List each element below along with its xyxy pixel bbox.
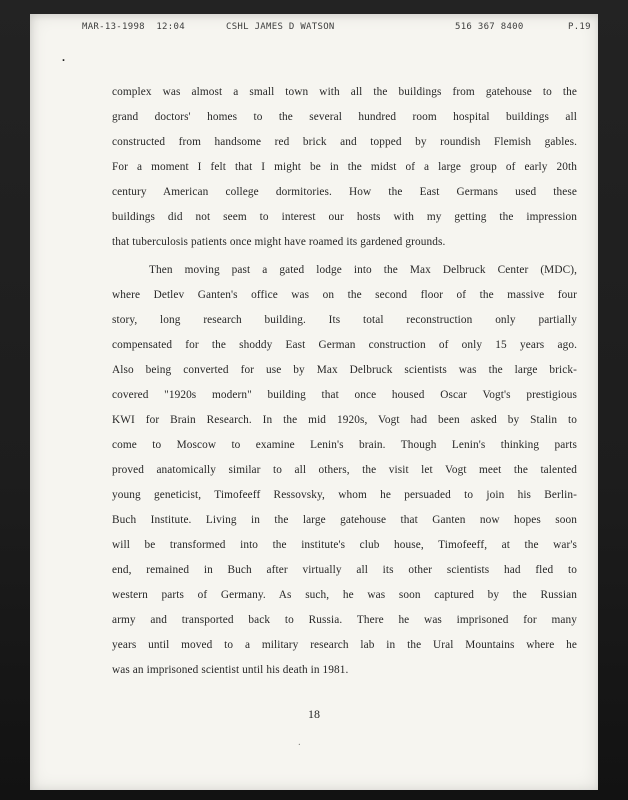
fax-sender: CSHL JAMES D WATSON <box>226 22 335 32</box>
page-number: 18 <box>308 707 320 721</box>
text-line: come to Moscow to examine Lenin's brain. Though Lenin's thinking parts <box>112 439 577 451</box>
text-line: that tuberculosis patients once might have roamed its gardened grounds. <box>112 236 446 248</box>
text-line: grand doctors' homes to the several hundred room hospital buildings all <box>112 111 577 123</box>
stray-footer-mark: . <box>298 736 301 748</box>
text-line: proved anatomically similar to all others, the visit let Vogt meet the talented <box>112 464 577 476</box>
text-line: century American college dormitories. How the East Germans used these <box>112 186 577 198</box>
text-line: story, long research building. Its total reconstruction only partially <box>112 314 577 326</box>
stray-dot-mark: . <box>62 50 65 64</box>
text-line: complex was almost a small town with all the buildings from gatehouse to the <box>112 86 577 98</box>
fax-timestamp: MAR-13-1998 12:04 <box>82 22 185 32</box>
text-line: Buch Institute. Living in the large gatehouse that Ganten now hopes soon <box>112 514 577 526</box>
paragraph <box>112 80 577 255</box>
text-line: compensated for the shoddy East German construction of only 15 years ago. <box>112 339 577 351</box>
text-line: army and transported back to Russia. There he was imprisoned for many <box>112 614 577 626</box>
text-line: was an imprisoned scientist until his death in 1981. <box>112 664 349 676</box>
fax-page-indicator: P.19 <box>568 22 591 32</box>
text-line: western parts of Germany. As such, he was soon captured by the Russian <box>112 589 577 601</box>
text-line: For a moment I felt that I might be in the midst of a large group of early 20th <box>112 161 577 173</box>
fax-number: 516 367 8400 <box>455 22 524 32</box>
text-line: covered "1920s modern" building that once housed Oscar Vogt's prestigious <box>112 389 577 401</box>
fax-header <box>30 22 598 36</box>
text-line: Also being converted for use by Max Delbruck scientists was the large brick- <box>112 364 577 376</box>
paragraph <box>112 258 577 683</box>
fax-page-paper <box>30 14 598 790</box>
text-line: years until moved to a military research lab in the Ural Mountains where he <box>112 639 577 651</box>
text-line: end, remained in Buch after virtually all its other scientists had fled to <box>112 564 577 576</box>
text-line: will be transformed into the institute's club house, Timofeeff, at the war's <box>112 539 577 551</box>
text-line: constructed from handsome red brick and topped by roundish Flemish gables. <box>112 136 577 148</box>
text-line: Then moving past a gated lodge into the Max Delbruck Center (MDC), <box>149 264 577 276</box>
text-line: buildings did not seem to interest our hosts with my getting the impression <box>112 211 577 223</box>
text-line: KWI for Brain Research. In the mid 1920s, Vogt had been asked by Stalin to <box>112 414 577 426</box>
text-line: young geneticist, Timofeeff Ressovsky, whom he persuaded to join his Berlin- <box>112 489 577 501</box>
document-body <box>112 80 577 683</box>
text-line: where Detlev Ganten's office was on the second floor of the massive four <box>112 289 577 301</box>
